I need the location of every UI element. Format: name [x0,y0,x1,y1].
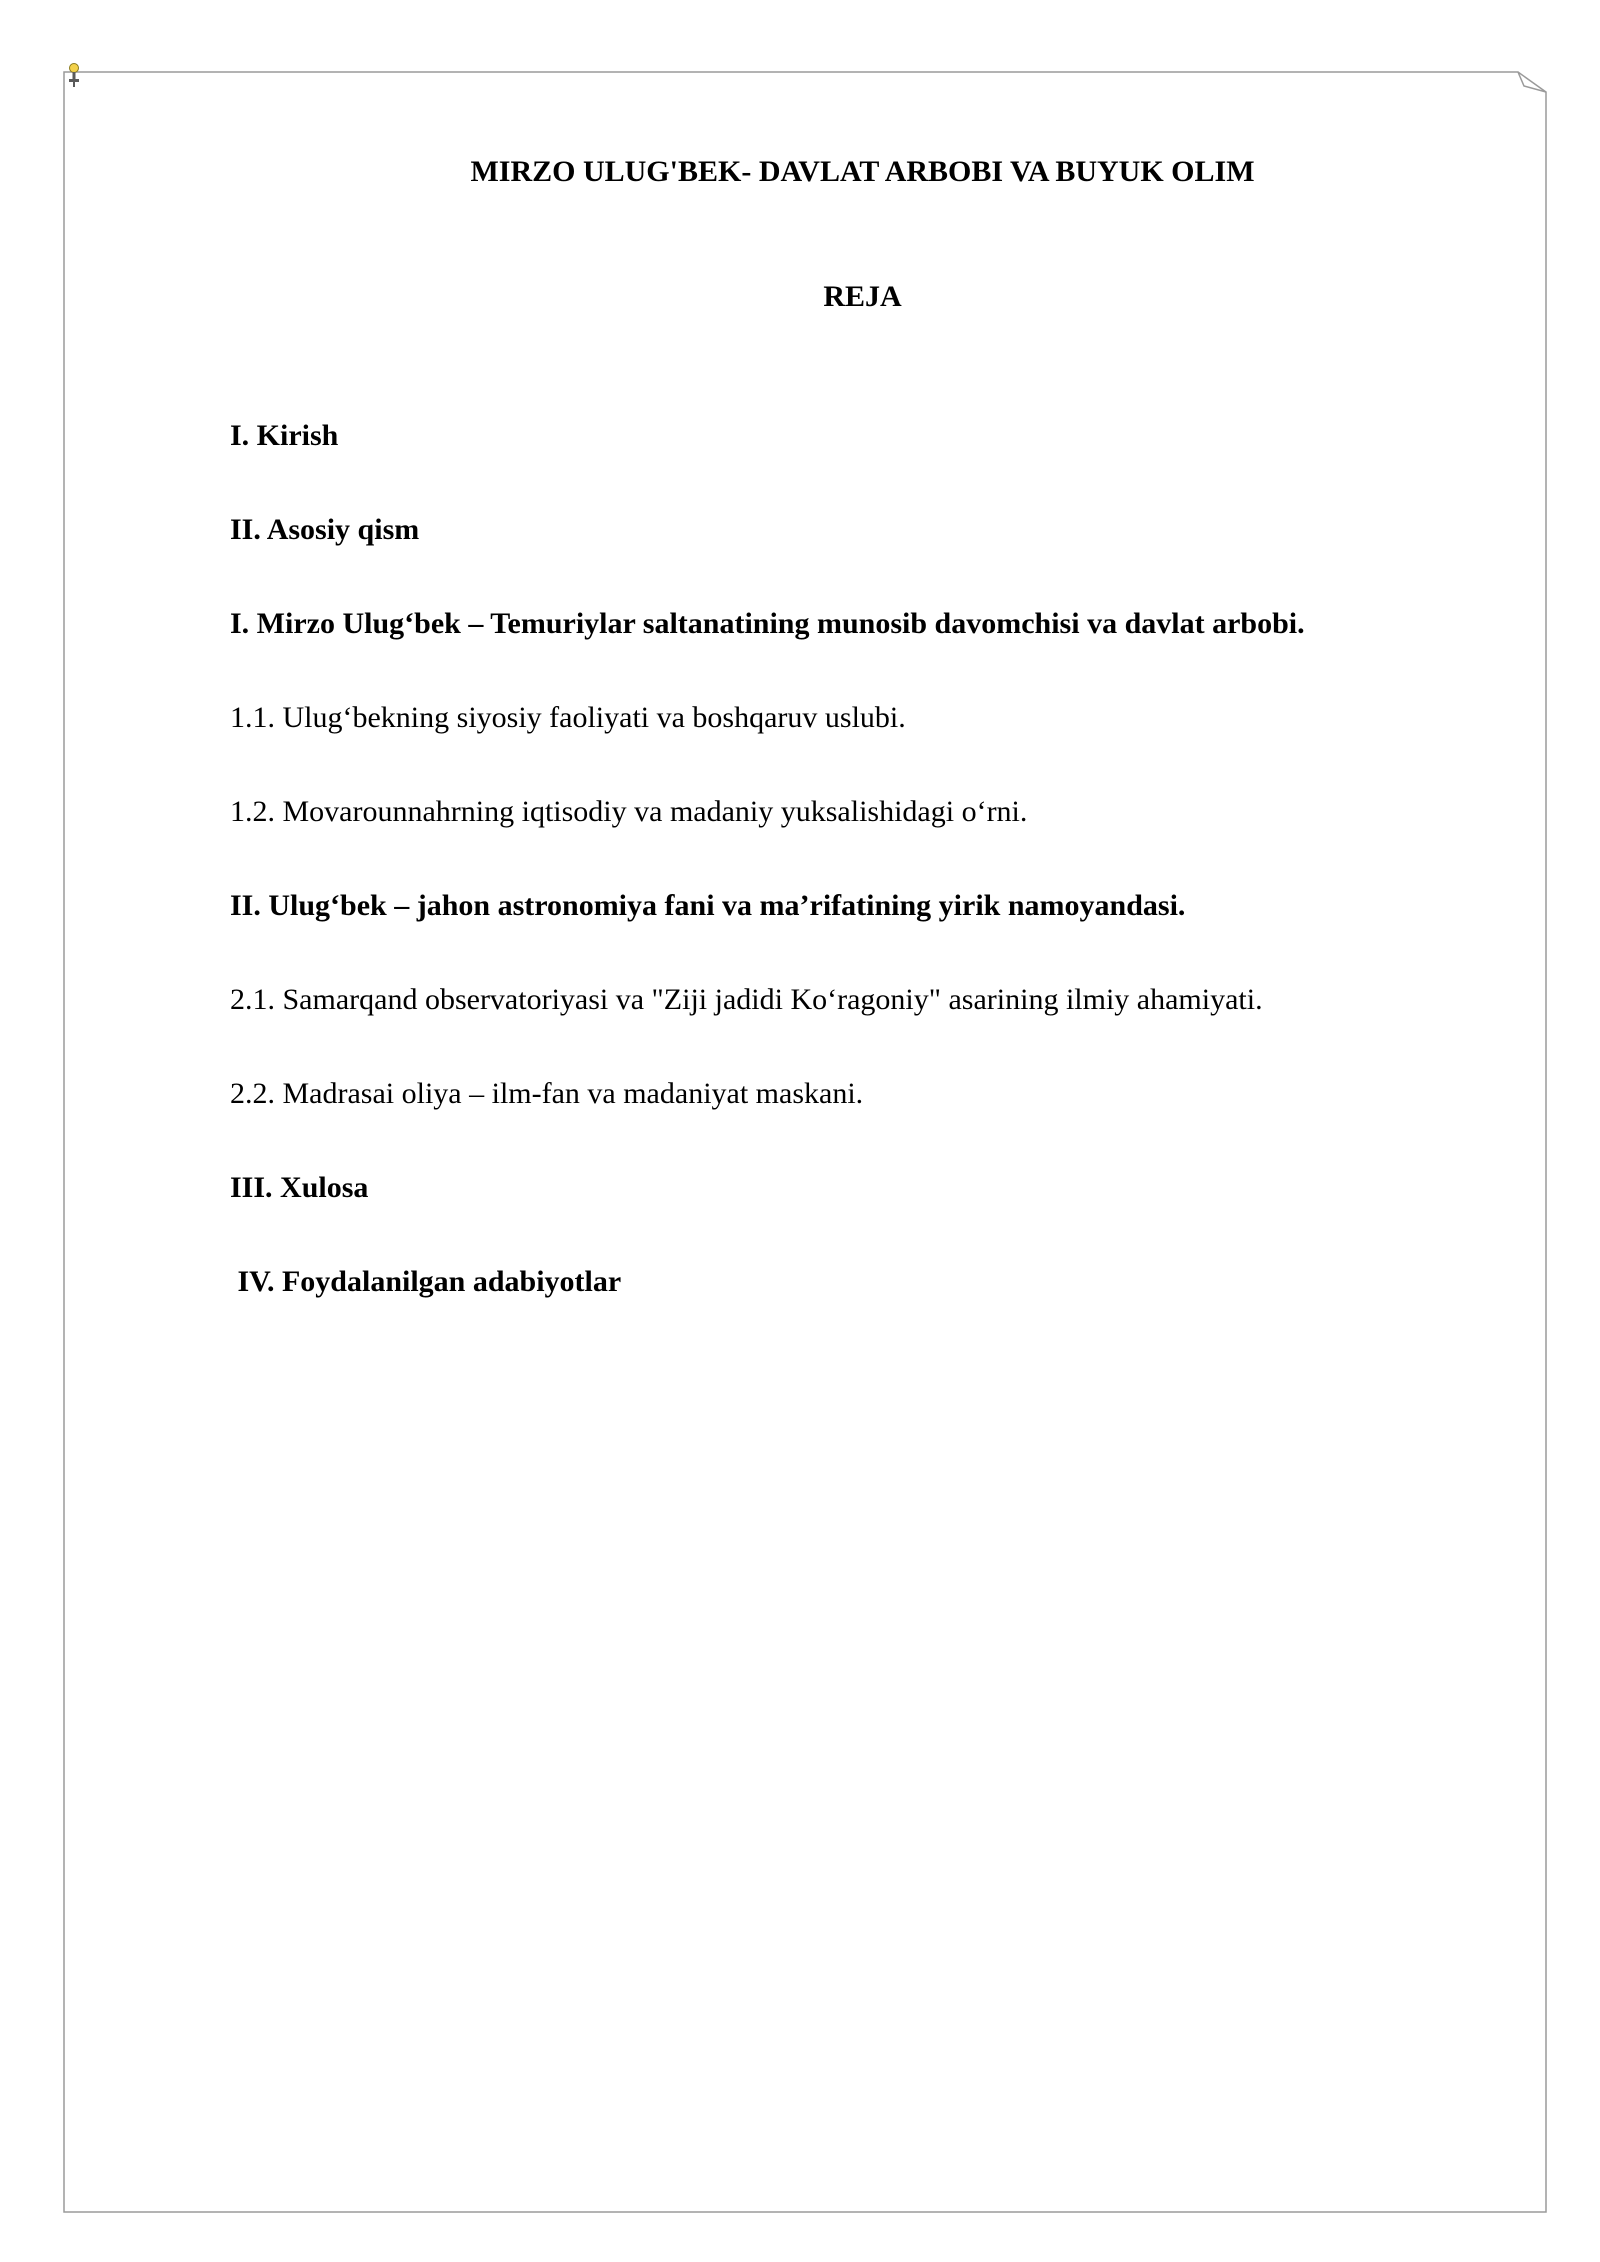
outline-item-section-2: II. Ulug‘bek – jahon astronomiya fani va ma’rifatining yirik namoyandasi. [230,889,1186,922]
anchor-icon[interactable] [64,62,84,90]
outline-item-conclusion: III. Xulosa [230,1171,369,1204]
outline-item-1-2: 1.2. Movarounnahrning iqtisodiy va madaniy yuksalishidagi o‘rni. [230,795,1028,828]
outline-item-1-1: 1.1. Ulug‘bekning siyosiy faoliyati va boshqaruv uslubi. [230,701,906,734]
outline-item-intro: I. Kirish [230,419,339,452]
outline-item-2-1: 2.1. Samarqand observatoriyasi va "Ziji jadidi Ko‘ragoniy" asarining ilmiy ahamiyati. [230,983,1263,1016]
outline-item-section-1: I. Mirzo Ulug‘bek – Temuriylar saltanatining munosib davomchisi va davlat arbobi. [230,607,1305,640]
outline-item-references: IV. Foydalanilgan adabiyotlar [230,1265,622,1298]
plan-heading: REJA [823,280,902,313]
outline-item-main-part: II. Asosiy qism [230,513,420,546]
document-title: MIRZO ULUG'BEK- DAVLAT ARBOBI VA BUYUK OLIM [470,155,1255,188]
outline-item-2-2: 2.2. Madrasai oliya – ilm-fan va madaniyat maskani. [230,1077,864,1110]
page-outline [64,72,1546,2212]
